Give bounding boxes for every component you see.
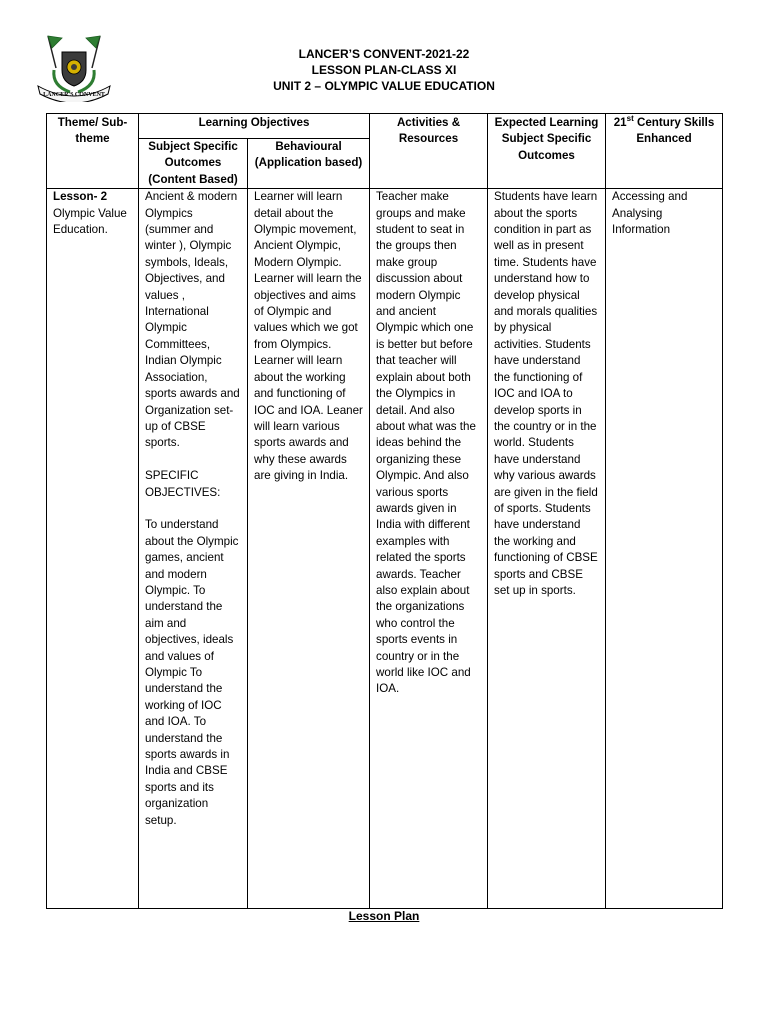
school-title: LANCER’S CONVENT-2021-22	[298, 47, 470, 61]
header-row	[47, 114, 723, 139]
cell-skills: Accessing and Analysing Information	[606, 189, 723, 909]
cell-behavioural: Learner will learn detail about the Olympic movement, Ancient Olympic, Modern Olympic. Learner will learn the objectives and aims of Olympic and values which we got from Olympics. Learner will learn about the working and functioning of IOC and IOA. Leaner will learn various sports awards and why these awards are giving in India.	[248, 189, 370, 909]
unit-title: UNIT 2 – OLYMPIC VALUE EDUCATION	[273, 79, 495, 93]
skills-number: 21	[613, 116, 627, 129]
logo-motto: LANCER'S CONVENT	[43, 92, 105, 98]
header-theme: Theme/ Sub-theme	[47, 114, 139, 189]
header-subject-specific: Subject Specific Outcomes (Content Based)	[139, 139, 248, 189]
header-expected: Expected Learning Subject Specific Outcomes	[488, 114, 606, 189]
cell-subject-specific: Ancient & modern Olympics (summer and winter ), Olympic symbols, Ideals, Objectives, and values , International Olympic Committees, Indian Olympic Association, sports awards and Organization set-up of CBSE sports. SPECIFIC OBJECTIVES: To understand about the Olympic games, ancient and modern Olympic. To understand the aim and objectives, ideals and values of Olympic To understand the working of IOC and IOA. To understand the sports awards in India and CBSE sports and its organization setup.	[139, 189, 248, 909]
lesson-text: Olympic Value Education.	[53, 206, 127, 237]
lesson-row	[47, 189, 723, 909]
cell-expected: Students have learn about the sports condition in part as well as in present time. Students have understand how to develop physical and morals qualities by physical activities. Students have understand the functioning of IOC and IOA to develop sports in the country or in the world. Students have understand why various awards are given in the field of sports. Students have understand the working and functioning of CBSE sports and CBSE set up in sports.	[488, 189, 606, 909]
table-caption: Lesson Plan	[348, 909, 420, 923]
header-skills	[606, 114, 723, 189]
header-behavioural: Behavioural (Application based)	[248, 139, 370, 189]
skills-text: Century Skills Enhanced	[636, 116, 715, 146]
document-header	[0, 46, 768, 94]
cell-activities: Teacher make groups and make student to seat in the groups then make group discussion about modern Olympic and ancient Olympic which one is better but before that teacher will explain about both the Olympics in detail. And also about what was the ideas behind the organizing these Olympic. And also various sports awards given in India with different examples with related the sports awards. Teacher also explain about the organizations who control the sports events in country or in the world like IOC and IOA.	[370, 189, 488, 909]
lesson-plan-table	[46, 113, 723, 909]
header-activities: Activities & Resources	[370, 114, 488, 189]
cell-theme	[47, 189, 139, 909]
header-learning-objectives: Learning Objectives	[139, 114, 370, 139]
skills-superscript: st	[626, 114, 634, 124]
lesson-label: Lesson- 2	[53, 190, 108, 204]
plan-title: LESSON PLAN-CLASS XI	[311, 63, 457, 77]
